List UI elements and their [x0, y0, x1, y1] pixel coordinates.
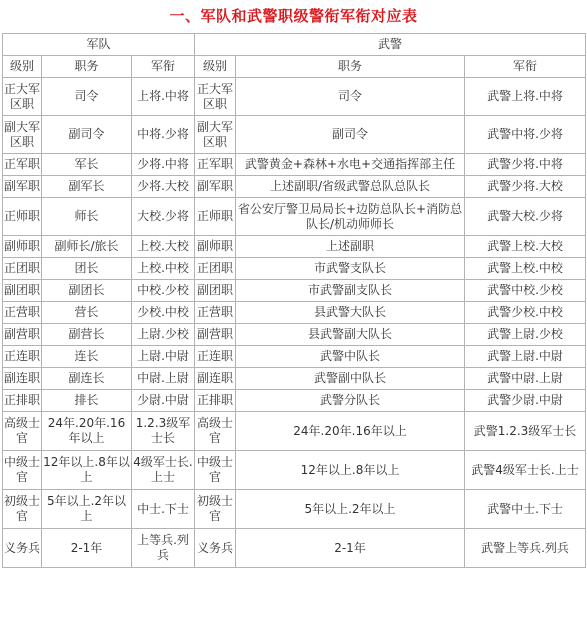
cell-police-duty: 武警中队长 — [236, 346, 465, 368]
col-header-army-rank: 军衔 — [132, 56, 195, 78]
cell-army-level: 初级士官 — [3, 490, 42, 529]
cell-army-level: 正师职 — [3, 198, 42, 236]
table-row — [3, 176, 586, 198]
cell-army-rank: 上将.中将 — [132, 78, 195, 116]
cell-police-rank: 武警少将.大校 — [465, 176, 586, 198]
cell-police-duty: 市武警支队长 — [236, 258, 465, 280]
col-header-police-level: 级别 — [195, 56, 236, 78]
group-header-army: 军队 — [3, 34, 195, 56]
cell-army-level: 副大军区职 — [3, 116, 42, 154]
cell-army-duty: 司令 — [42, 78, 132, 116]
cell-police-rank: 武警4级军士长.上士 — [465, 451, 586, 490]
cell-army-level: 正排职 — [3, 390, 42, 412]
table-row — [3, 236, 586, 258]
cell-army-level: 正军职 — [3, 154, 42, 176]
cell-police-level: 副连职 — [195, 368, 236, 390]
cell-army-duty: 副司令 — [42, 116, 132, 154]
cell-army-duty: 营长 — [42, 302, 132, 324]
cell-army-level: 正营职 — [3, 302, 42, 324]
cell-army-rank: 少将.中将 — [132, 154, 195, 176]
table-title: 一、军队和武警职级警衔军衔对应表 — [169, 7, 418, 25]
cell-police-level: 副营职 — [195, 324, 236, 346]
cell-army-rank: 上校.大校 — [132, 236, 195, 258]
cell-army-duty: 24年.20年.16年以上 — [42, 412, 132, 451]
cell-police-rank: 武警中校.少校 — [465, 280, 586, 302]
cell-army-duty: 副团长 — [42, 280, 132, 302]
cell-police-rank: 武警上将.中将 — [465, 78, 586, 116]
cell-police-level: 义务兵 — [195, 529, 236, 568]
col-header-police-rank: 军衔 — [465, 56, 586, 78]
cell-police-duty: 省公安厅警卫局局长+边防总队长+消防总队长/机动师师长 — [236, 198, 465, 236]
cell-police-rank: 武警上等兵.列兵 — [465, 529, 586, 568]
rank-table — [2, 33, 586, 568]
cell-army-level: 副连职 — [3, 368, 42, 390]
cell-army-level: 副营职 — [3, 324, 42, 346]
table-row — [3, 368, 586, 390]
table-row — [3, 258, 586, 280]
cell-police-rank: 武警上校.中校 — [465, 258, 586, 280]
cell-police-duty: 5年以上.2年以上 — [236, 490, 465, 529]
cell-police-duty: 上述副职 — [236, 236, 465, 258]
cell-police-duty: 12年以上.8年以上 — [236, 451, 465, 490]
cell-army-level: 正团职 — [3, 258, 42, 280]
table-row — [3, 324, 586, 346]
table-row — [3, 529, 586, 568]
table-row — [3, 280, 586, 302]
cell-army-level: 副师职 — [3, 236, 42, 258]
table-row — [3, 154, 586, 176]
cell-police-duty: 武警分队长 — [236, 390, 465, 412]
cell-army-rank: 上尉.少校 — [132, 324, 195, 346]
cell-army-rank: 中校.少校 — [132, 280, 195, 302]
col-header-army-duty: 职务 — [42, 56, 132, 78]
cell-army-duty: 副营长 — [42, 324, 132, 346]
table-row — [3, 451, 586, 490]
cell-army-duty: 副连长 — [42, 368, 132, 390]
cell-police-rank: 武警上尉.中尉 — [465, 346, 586, 368]
cell-army-rank: 少尉.中尉 — [132, 390, 195, 412]
cell-army-level: 义务兵 — [3, 529, 42, 568]
cell-police-level: 正营职 — [195, 302, 236, 324]
cell-police-duty: 市武警副支队长 — [236, 280, 465, 302]
cell-police-rank: 武警上尉.少校 — [465, 324, 586, 346]
cell-police-level: 高级士官 — [195, 412, 236, 451]
table-row — [3, 116, 586, 154]
cell-police-duty: 县武警大队长 — [236, 302, 465, 324]
cell-police-duty: 副司令 — [236, 116, 465, 154]
cell-police-level: 正师职 — [195, 198, 236, 236]
cell-police-duty: 县武警副大队长 — [236, 324, 465, 346]
cell-army-level: 副团职 — [3, 280, 42, 302]
cell-police-level: 正排职 — [195, 390, 236, 412]
cell-police-level: 副大军区职 — [195, 116, 236, 154]
cell-police-rank: 武警中尉.上尉 — [465, 368, 586, 390]
cell-police-level: 正军职 — [195, 154, 236, 176]
cell-army-duty: 副军长 — [42, 176, 132, 198]
cell-army-duty: 排长 — [42, 390, 132, 412]
cell-police-rank: 武警上校.大校 — [465, 236, 586, 258]
cell-police-level: 副军职 — [195, 176, 236, 198]
cell-police-duty: 24年.20年.16年以上 — [236, 412, 465, 451]
cell-army-duty: 12年以上.8年以上 — [42, 451, 132, 490]
cell-police-rank: 武警少校.中校 — [465, 302, 586, 324]
cell-police-rank: 武警1.2.3级军士长 — [465, 412, 586, 451]
cell-army-level: 正大军区职 — [3, 78, 42, 116]
cell-army-rank: 上校.中校 — [132, 258, 195, 280]
col-header-police-duty: 职务 — [236, 56, 465, 78]
cell-police-duty: 2-1年 — [236, 529, 465, 568]
cell-police-level: 正连职 — [195, 346, 236, 368]
cell-army-rank: 少将.大校 — [132, 176, 195, 198]
cell-police-duty: 司令 — [236, 78, 465, 116]
cell-police-duty: 武警副中队长 — [236, 368, 465, 390]
cell-police-level: 副团职 — [195, 280, 236, 302]
cell-police-rank: 武警少尉.中尉 — [465, 390, 586, 412]
cell-police-level: 初级士官 — [195, 490, 236, 529]
table-row — [3, 412, 586, 451]
cell-police-duty: 武警黄金+森林+水电+交通指挥部主任 — [236, 154, 465, 176]
col-header-army-level: 级别 — [3, 56, 42, 78]
cell-army-duty: 2-1年 — [42, 529, 132, 568]
cell-police-rank: 武警少将.中将 — [465, 154, 586, 176]
cell-army-duty: 5年以上.2年以上 — [42, 490, 132, 529]
cell-police-level: 正大军区职 — [195, 78, 236, 116]
cell-army-rank: 1.2.3级军士长 — [132, 412, 195, 451]
cell-army-rank: 中士.下士 — [132, 490, 195, 529]
table-row — [3, 198, 586, 236]
cell-police-rank: 武警中士.下士 — [465, 490, 586, 529]
cell-army-level: 高级士官 — [3, 412, 42, 451]
cell-army-duty: 军长 — [42, 154, 132, 176]
table-row — [3, 302, 586, 324]
cell-police-duty: 上述副职/省级武警总队总队长 — [236, 176, 465, 198]
table-row — [3, 390, 586, 412]
cell-army-level: 中级士官 — [3, 451, 42, 490]
table-row — [3, 490, 586, 529]
group-header-police: 武警 — [195, 34, 586, 56]
cell-police-level: 中级士官 — [195, 451, 236, 490]
cell-army-duty: 连长 — [42, 346, 132, 368]
cell-army-duty: 师长 — [42, 198, 132, 236]
cell-army-rank: 上尉.中尉 — [132, 346, 195, 368]
cell-army-duty: 团长 — [42, 258, 132, 280]
cell-police-rank: 武警中将.少将 — [465, 116, 586, 154]
cell-police-rank: 武警大校.少将 — [465, 198, 586, 236]
cell-army-rank: 上等兵.列兵 — [132, 529, 195, 568]
cell-army-rank: 4级军士长.上士 — [132, 451, 195, 490]
cell-police-level: 正团职 — [195, 258, 236, 280]
cell-army-level: 副军职 — [3, 176, 42, 198]
cell-army-rank: 中尉.上尉 — [132, 368, 195, 390]
cell-police-level: 副师职 — [195, 236, 236, 258]
table-row — [3, 346, 586, 368]
cell-army-duty: 副师长/旅长 — [42, 236, 132, 258]
cell-army-level: 正连职 — [3, 346, 42, 368]
table-row — [3, 78, 586, 116]
cell-army-rank: 少校.中校 — [132, 302, 195, 324]
cell-army-rank: 大校.少将 — [132, 198, 195, 236]
cell-army-rank: 中将.少将 — [132, 116, 195, 154]
